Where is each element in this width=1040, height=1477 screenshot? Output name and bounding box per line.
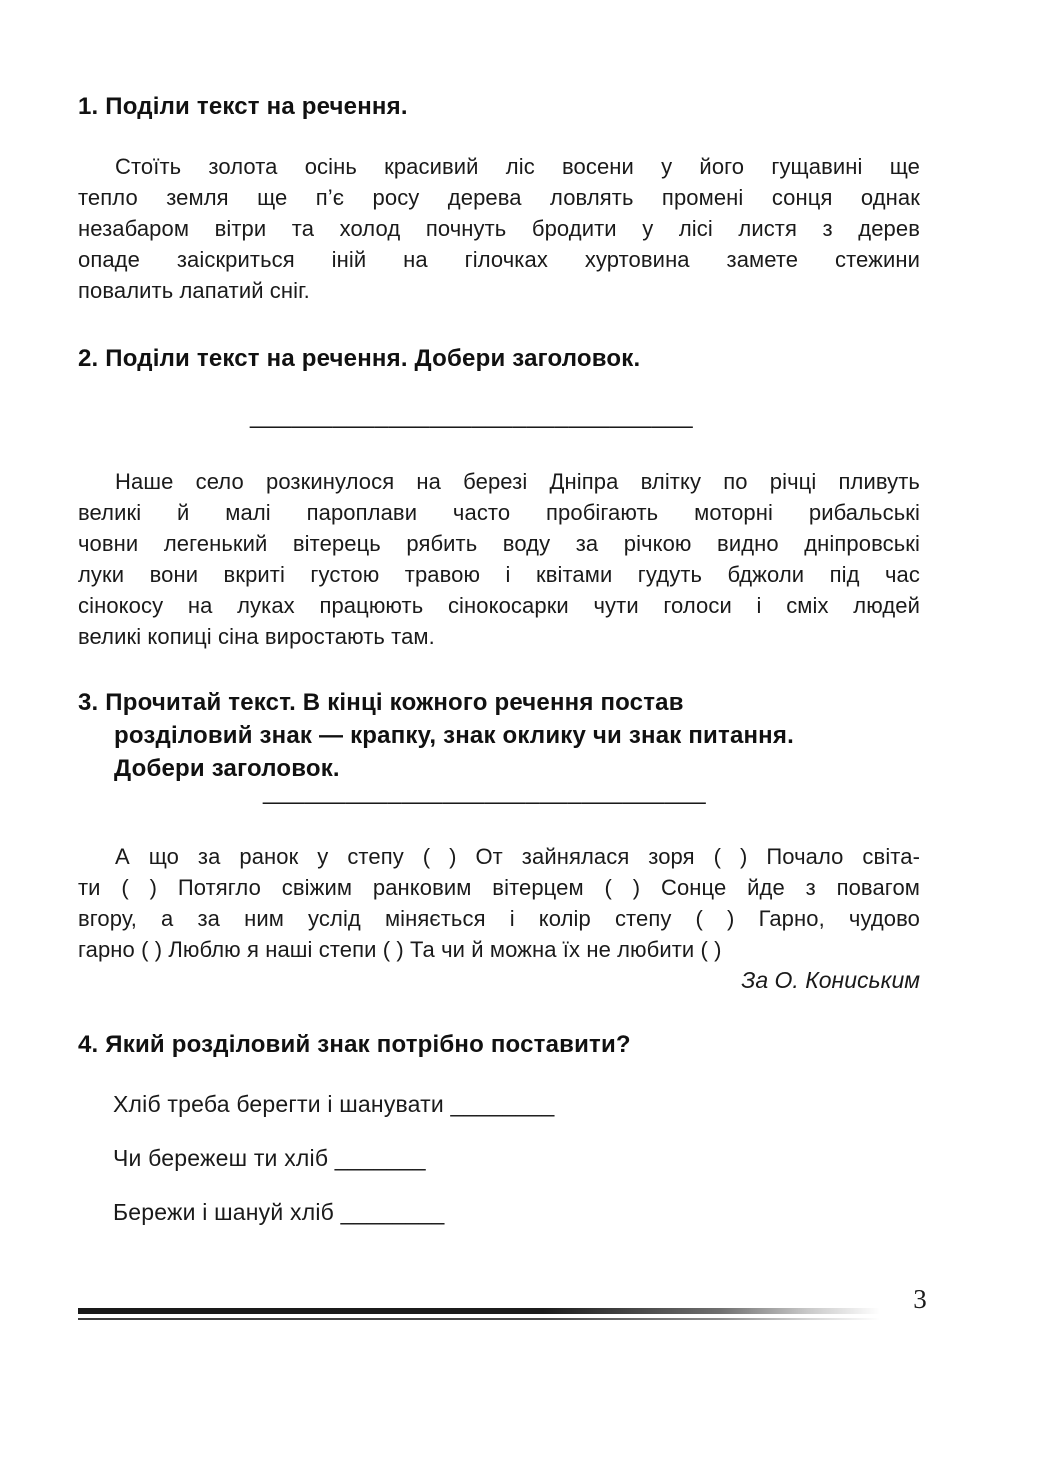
exercise-1-number: 1. — [78, 93, 99, 120]
text-line: сінокосу на луках працюють сінокосарки чути голоси і сміх людей — [78, 593, 920, 618]
answer-line: Хліб треба берегти і шанувати ________ — [113, 1091, 555, 1117]
heading-line — [78, 686, 920, 719]
text-attribution: За О. Кониським — [741, 967, 920, 993]
page-number: 3 — [913, 1284, 927, 1314]
text-line: вгору, а за ним услід міняється і колір степу ( ) Гарно, чудово — [78, 906, 920, 931]
title-write-in-blank: ________________________________ — [250, 402, 694, 429]
exercise-1-title: Поділи текст на речення. — [105, 93, 408, 120]
text-line: луки вони вкриті густою травою і квітами гудуть бджоли під час — [78, 562, 920, 587]
title-write-in-blank: ________________________________ — [263, 778, 707, 805]
text-line: Наше село розкинулося на березі Дніпра влітку по річці пливуть — [115, 469, 920, 494]
heading-line: Добери заголовок. — [114, 755, 340, 782]
text-line: опаде заіскриться іній на гілочках хуртовина замете стежини — [78, 247, 920, 272]
text-line: великі й малі пароплави часто пробігають моторні рибальські — [78, 500, 920, 525]
exercise-4-heading — [78, 1028, 920, 1061]
exercise-1-heading — [78, 90, 920, 123]
text-line: тепло земля ще п’є росу дерева ловлять промені сонця однак — [78, 185, 920, 210]
exercise-2-heading — [78, 342, 920, 375]
text-line: А що за ранок у степу ( ) От зайнялася зоря ( ) Почало світа- — [115, 844, 920, 869]
exercise-3-title: Прочитай текст. В кінці кожного речення постав — [105, 689, 684, 716]
exercise-1-text — [78, 151, 920, 306]
text-line: Стоїть золота осінь красивий ліс восени у його гущавині ще — [115, 154, 920, 179]
exercise-3-text — [78, 841, 920, 996]
text-line: човни легенький вітерець рябить воду за річкою видно дніпровські — [78, 531, 920, 556]
exercise-4-title: Який розділовий знак потрібно поставити? — [105, 1031, 631, 1058]
heading-line: розділовий знак — крапку, знак оклику чи знак питання. — [114, 722, 794, 749]
text-line: повалить лапатий сніг. — [78, 278, 310, 303]
exercise-2-text — [78, 466, 920, 652]
answer-line: Бережи і шануй хліб ________ — [113, 1199, 445, 1225]
text-line: гарно ( ) Люблю я наші степи ( ) Та чи й можна їх не любити ( ) — [78, 937, 722, 962]
exercise-3-number: 3. — [78, 689, 99, 716]
footer-rule-thin — [78, 1318, 880, 1320]
text-line: ти ( ) Потягло свіжим ранковим вітерцем ( ) Сонце йде з повагом — [78, 875, 920, 900]
footer-rule-thick — [78, 1308, 880, 1314]
text-line: великі копиці сіна виростають там. — [78, 624, 435, 649]
exercise-3-heading — [78, 686, 920, 785]
exercise-2-number: 2. — [78, 345, 99, 372]
text-line: незабаром вітри та холод почнуть бродити у лісі листя з дерев — [78, 216, 920, 241]
answer-line: Чи бережеш ти хліб _______ — [113, 1145, 426, 1171]
exercise-2-title: Поділи текст на речення. Добери заголовок. — [105, 345, 641, 372]
exercise-4-number: 4. — [78, 1031, 99, 1058]
